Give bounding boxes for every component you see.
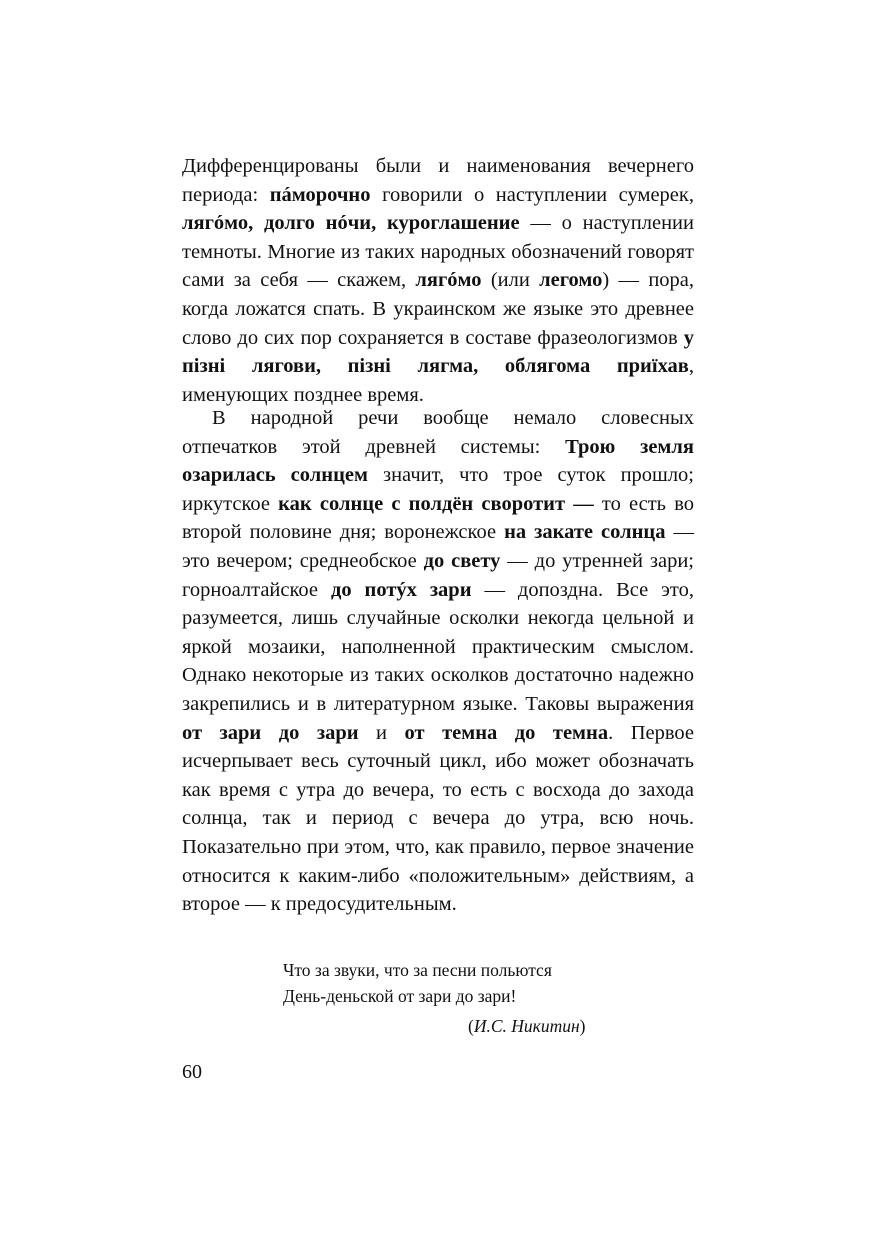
text-run: — до утренней зари; горноалтайское [182,549,694,601]
bold-term: как солнце с полдён своротит — [278,492,594,515]
paragraph-folk-speech [182,404,694,919]
bold-term: лягóмо, долго нóчи, куроглашение [182,212,520,235]
text-run: значит, что трое суток прошло; иркутское [182,464,694,515]
text-run: — допоздна. Все это, разумеется, лишь случайные осколки некогда цельной и яркой мозаики, наполненной практическим смыслом. Однако некоторые из таких осколков достаточно надежно закрепились и в литературном языке. Таковы выражения [182,578,694,715]
attribution-paren-close: ) [579,1016,586,1036]
verse-line: День-деньской от зари до зари! [283,986,517,1006]
text-run: (или [481,269,540,292]
text-run: то есть во второй половине дня; воронежское [182,492,695,544]
bold-term: Трою земля озарилась солнцем [182,435,694,487]
text-run: — о наступлении темноты. Многие из таких народных обозначений говорят сами за себя — скажем, [182,212,694,292]
bold-term: легомо [539,269,603,292]
bold-term: на закате солнца [504,521,666,544]
attribution-paren-open: ( [468,1016,474,1036]
paragraph-evening-periods [182,152,694,409]
bold-term: до потýх зари [330,578,472,601]
text-run: В народной речи вообще немало словесных отпечатков этой древней системы: [182,407,694,458]
verse-attribution [468,1016,586,1037]
page-number: 60 [182,1061,202,1083]
text-run: , именующих позднее время. [182,355,694,406]
bold-term: пáморочно [269,183,371,206]
bold-term: у пізні лягови, пізні лягма, облягома приїхав [182,326,694,378]
attribution-author: И.С. Никитин [473,1016,580,1036]
bold-term: от зари до зари [182,721,359,744]
text-run: ) — пора, когда ложатся спать. В украинском же языке это древнее слово до сих пор сохраняется в составе фразеологизмов [182,269,695,349]
verse-line: Что за звуки, что за песни польются [283,960,552,980]
text-run: . Первое исчерпывает весь суточный цикл, ибо может обозначать как время с утра до вечера, то есть с восхода до захода солнца, так и период с вечера до утра, всю ночь. Показательно при этом, что, как правило, первое значение относится к каким-либо «положительным» действиям, а второе — к предосудительным. [182,721,694,916]
text-run: Дифференцированы были и наименования вечернего периода: [182,155,694,206]
text-run: — это вечером; среднеобское [182,521,694,572]
bold-term: лягóмо [415,269,482,292]
text-run: и [358,721,405,744]
bold-term: до свету [423,549,501,572]
bold-term: от темна до темна [404,721,609,744]
text-run: говорили о наступлении сумерек, [370,183,694,206]
verse-quote [283,957,552,1009]
